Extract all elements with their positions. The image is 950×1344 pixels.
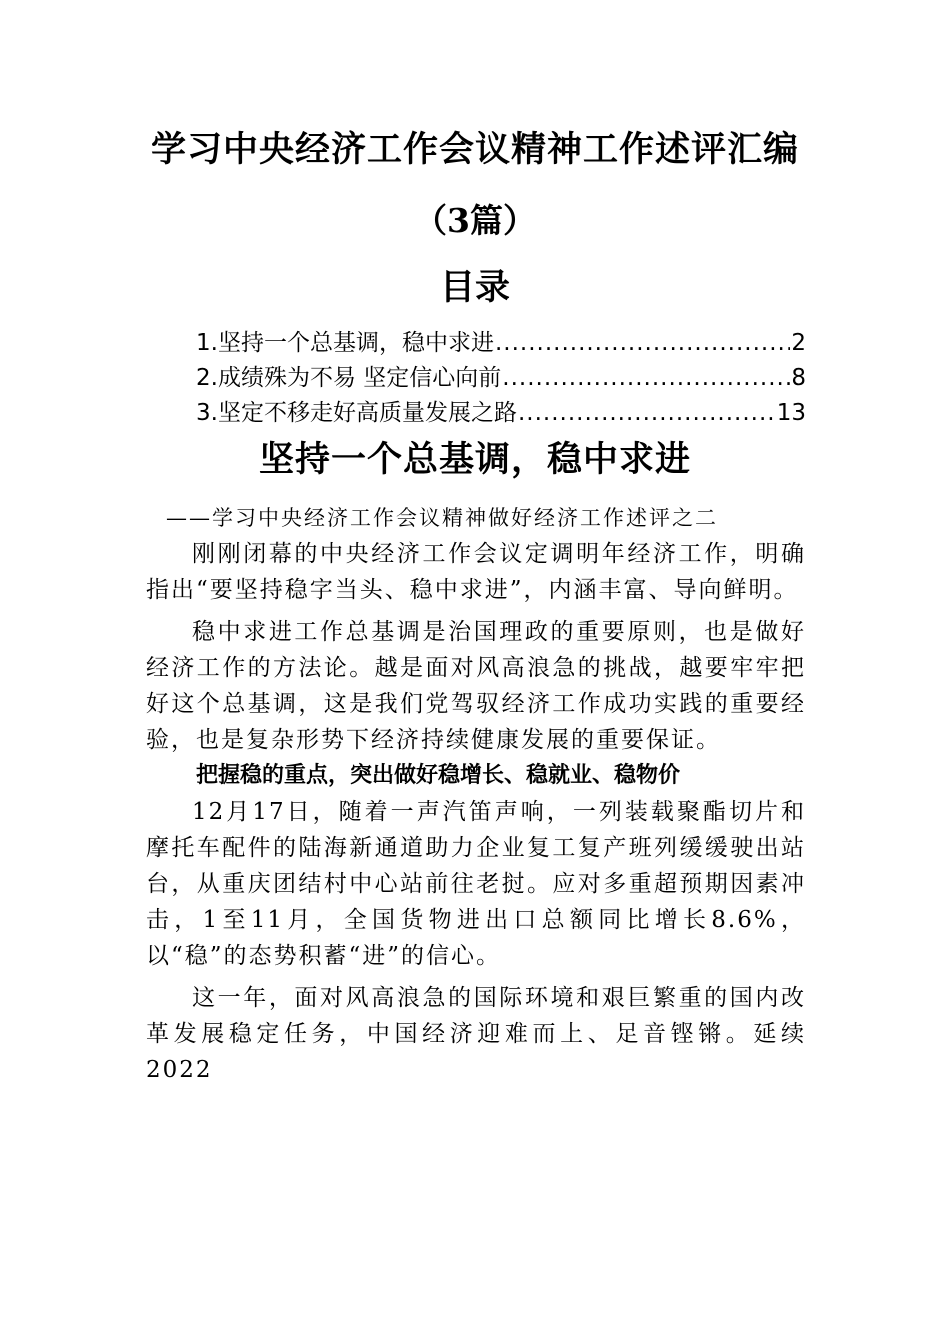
article-subtitle: ——学习中央经济工作会议精神做好经济工作述评之二	[166, 506, 718, 530]
toc-entry-title: 2.成绩殊为不易 坚定信心向前	[196, 365, 502, 391]
toc-entry-title: 3.坚定不移走好高质量发展之路	[196, 400, 517, 426]
toc-leader-dots	[502, 361, 790, 396]
toc-entry-page: 2	[791, 330, 806, 356]
article-title: 坚持一个总基调，稳中求进	[258, 439, 691, 480]
document-subtitle: （3篇）	[414, 201, 536, 240]
article-body	[146, 536, 806, 1088]
toc-leader-dots	[518, 396, 776, 431]
toc-entry[interactable]	[196, 326, 806, 361]
paragraph: 这一年，面对风高浪急的国际环境和艰巨繁重的国内改革发展稳定任务，中国经济迎难而上、足音铿锵。延续2022	[146, 985, 806, 1083]
toc-leader-dots	[495, 326, 790, 361]
toc-entry-page: 8	[791, 365, 806, 391]
paragraph: 稳中求进工作总基调是治国理政的重要原则，也是做好经济工作的方法论。越是面对风高浪急的挑战，越要牢牢把好这个总基调，这是我们党驾驭经济工作成功实践的重要经验，也是复杂形势下经济持续健康发展的重要保证。	[146, 619, 806, 753]
section-heading: 把握稳的重点，突出做好稳增长、稳就业、稳物价	[196, 763, 681, 788]
paragraph: 刚刚闭幕的中央经济工作会议定调明年经济工作，明确指出“要坚持稳字当头、稳中求进”，内涵丰富、导向鲜明。	[146, 541, 806, 603]
paragraph: 12月17日，随着一声汽笛声响，一列装载聚酯切片和摩托车配件的陆海新通道助力企业复工复产班列缓缓驶出站台，从重庆团结村中心站前往老挝。应对多重超预期因素冲击，1至11月，全国货物进出口总额同比增长8.6%，以“稳”的态势积蓄“进”的信心。	[146, 799, 806, 969]
toc-entry-title: 1.坚持一个总基调，稳中求进	[196, 330, 494, 356]
toc-entry[interactable]	[196, 361, 806, 396]
toc-entry-page: 13	[776, 400, 806, 426]
document-title: 学习中央经济工作会议精神工作述评汇编	[150, 129, 799, 170]
toc-entry[interactable]	[196, 396, 806, 431]
table-of-contents	[196, 326, 806, 431]
toc-heading: 目录	[439, 267, 510, 308]
